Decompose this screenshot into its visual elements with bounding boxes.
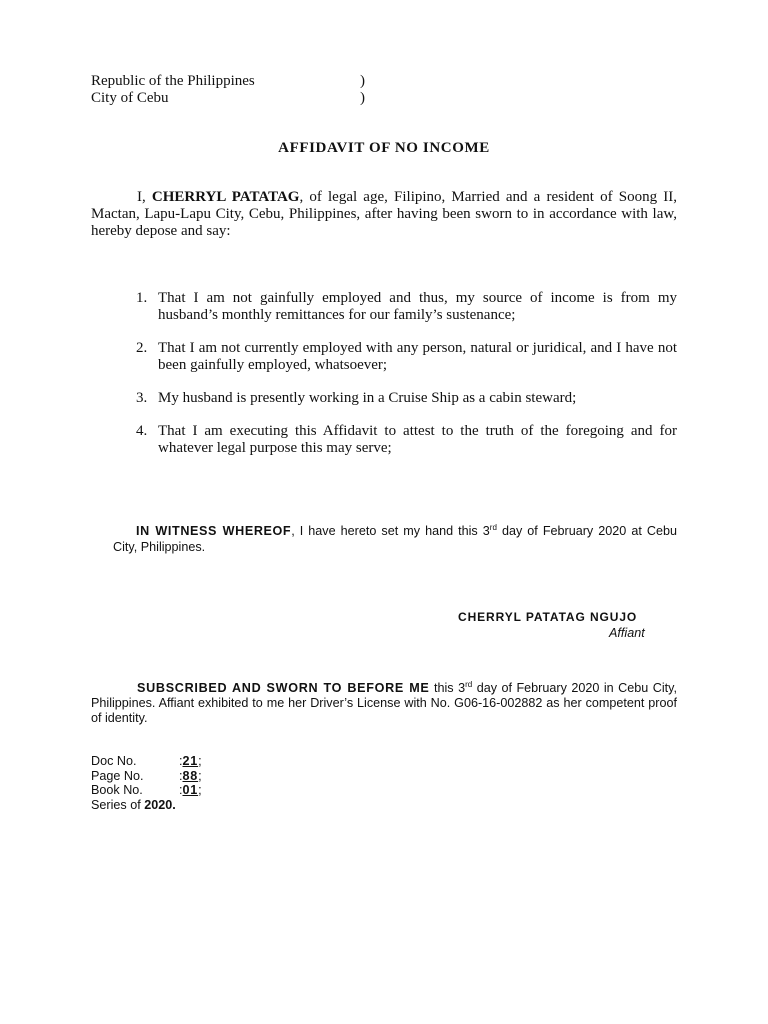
venue-line-city bbox=[91, 90, 365, 107]
item-number: 2. bbox=[136, 340, 148, 356]
item-text: My husband is presently working in a Cruise Ship as a cabin steward; bbox=[158, 390, 577, 406]
venue-paren: ) bbox=[360, 90, 365, 106]
jurat-text-1: this 3 bbox=[429, 681, 466, 695]
series-row bbox=[91, 798, 202, 813]
venue-paren: ) bbox=[360, 73, 365, 89]
jurat-text-2: day of February 2020 in Cebu City, Philippines. Affiant exhibited to me her Driver’s License with No. G06-16-002882 as her competent proof of identity. bbox=[91, 681, 677, 725]
item-number: 1. bbox=[136, 290, 148, 306]
item-text: That I am not gainfully employed and thus, my source of income is from my husband’s monthly remittances for our family’s sustenance; bbox=[158, 290, 677, 323]
jurat-paragraph bbox=[91, 681, 677, 726]
page-no-value: 88 bbox=[182, 768, 199, 783]
witness-ordinal: rd bbox=[489, 523, 497, 532]
witness-text-2: day of February 2020 at Cebu City, Philippines. bbox=[113, 524, 677, 554]
venue-republic-text: Republic of the Philippines bbox=[91, 73, 255, 89]
intro-rest: , of legal age, Filipino, Married and a resident of Soong II, Mactan, Lapu-Lapu City, Cebu, Philippines, after having been sworn to in accordance with law, hereby depose and say: bbox=[91, 189, 677, 239]
affiant-role-label: Affiant bbox=[609, 626, 645, 640]
terminator: ; bbox=[198, 783, 202, 797]
notarial-register bbox=[91, 754, 202, 812]
item-text: That I am executing this Affidavit to attest to the truth of the foregoing and for whatever legal purpose this may serve; bbox=[158, 423, 677, 456]
book-no-value: 01 bbox=[182, 783, 199, 797]
item-text: That I am not currently employed with any person, natural or juridical, and I have not been gainfully employed, whatsoever; bbox=[158, 340, 677, 373]
list-item bbox=[136, 390, 677, 407]
document-title: AFFIDAVIT OF NO INCOME bbox=[278, 140, 490, 156]
depositions-list bbox=[136, 290, 677, 473]
doc-no-value: 21 bbox=[182, 754, 199, 768]
jurat-heading: SUBSCRIBED AND SWORN TO BEFORE ME bbox=[137, 681, 430, 695]
witness-text-1: , I have hereto set my hand this 3 bbox=[291, 524, 490, 538]
series-value: 2020. bbox=[144, 797, 176, 812]
terminator: ; bbox=[198, 768, 202, 783]
terminator: ; bbox=[198, 754, 202, 768]
page-no-label: Page No. bbox=[91, 768, 144, 783]
intro-prefix: I, bbox=[137, 189, 152, 205]
separator: : bbox=[179, 768, 183, 783]
doc-no-row bbox=[91, 754, 202, 769]
list-item bbox=[136, 340, 677, 374]
jurat-ordinal: rd bbox=[465, 680, 473, 689]
book-no-row bbox=[91, 783, 202, 798]
separator: : bbox=[179, 783, 183, 797]
list-item bbox=[136, 290, 677, 324]
witness-paragraph bbox=[113, 523, 677, 555]
page-no-row bbox=[91, 769, 202, 784]
item-number: 3. bbox=[136, 390, 148, 406]
venue-city-text: City of Cebu bbox=[91, 90, 169, 106]
venue-block bbox=[91, 73, 365, 107]
series-label: Series of bbox=[91, 797, 145, 812]
book-no-label: Book No. bbox=[91, 783, 143, 797]
affiant-name-inline: CHERRYL PATATAG bbox=[151, 189, 300, 205]
intro-paragraph bbox=[91, 189, 677, 240]
doc-no-label: Doc No. bbox=[91, 754, 137, 768]
affiant-signature-name: CHERRYL PATATAG NGUJO bbox=[458, 610, 638, 624]
item-number: 4. bbox=[136, 423, 148, 439]
separator: : bbox=[179, 754, 183, 768]
list-item bbox=[136, 423, 677, 457]
venue-line-republic bbox=[91, 73, 365, 90]
witness-heading: IN WITNESS WHEREOF bbox=[136, 524, 292, 538]
